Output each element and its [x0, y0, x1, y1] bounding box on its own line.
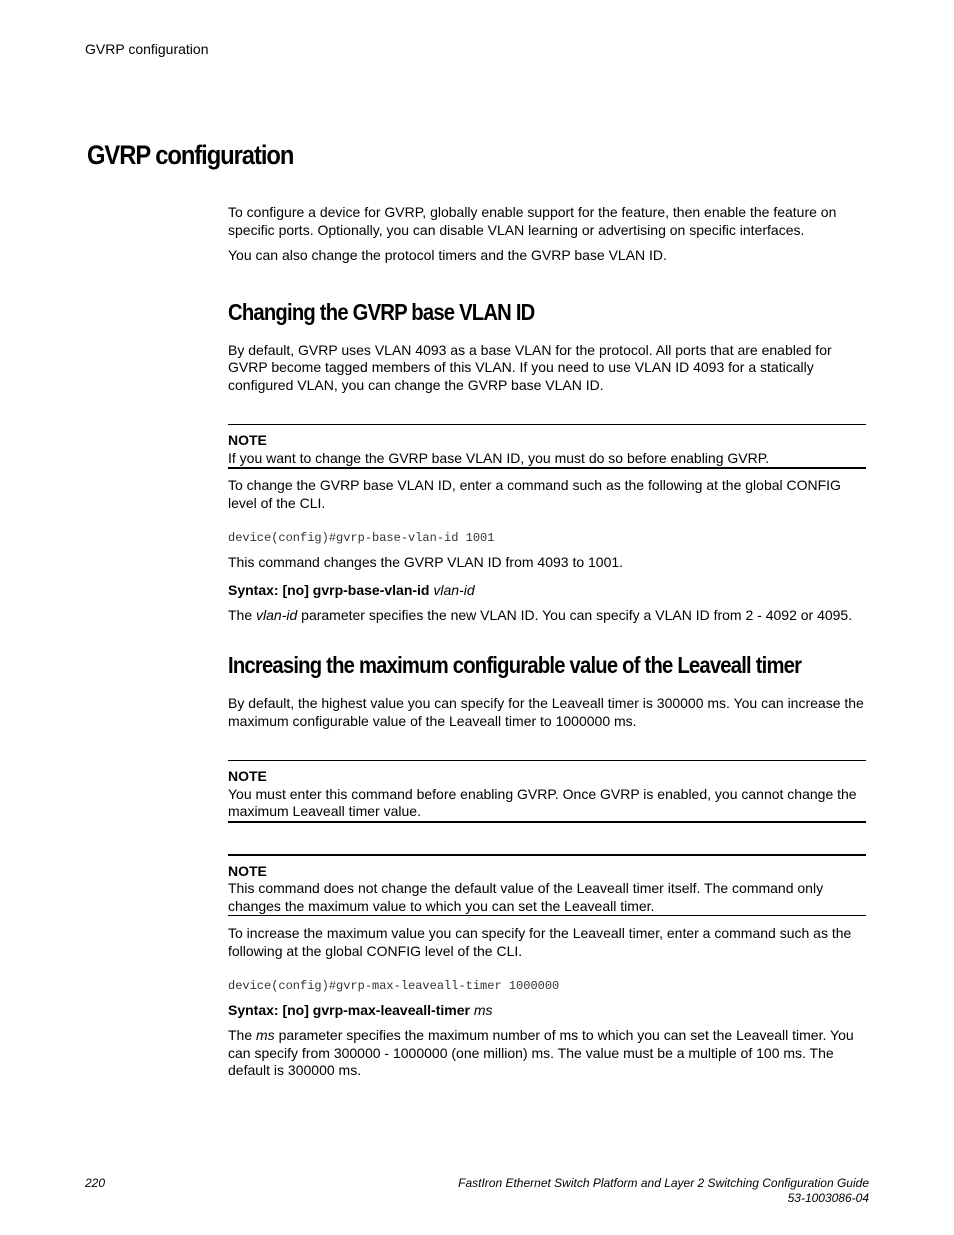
note-box-base-vlan — [228, 424, 866, 469]
note-title: NOTE — [228, 432, 267, 448]
section1-paragraph-3: This command changes the GVRP VLAN ID from 4093 to 1001. — [228, 554, 624, 570]
code-example-leaveall: device(config)#gvrp-max-leaveall-timer 1000000 — [228, 979, 560, 993]
param-name: vlan-id — [256, 606, 298, 623]
document-number: 53-1003086-04 — [787, 1191, 869, 1205]
code-example-base-vlan: device(config)#gvrp-base-vlan-id 1001 — [228, 531, 495, 545]
note-text: If you want to change the GVRP base VLAN ID, you must do so before enabling GVRP. — [228, 449, 770, 466]
note-title: NOTE — [228, 862, 267, 879]
syntax-parameter: ms — [473, 1002, 493, 1018]
param-name: ms — [256, 1027, 275, 1043]
note-text: This command does not change the default value of the Leaveall timer itself. The command only changes the maximum value to which you can set the Leaveall timer. — [228, 880, 824, 914]
running-header: GVRP configuration — [85, 41, 209, 57]
section2-paragraph-1: By default, the highest value you can specify for the Leaveall timer is 300000 ms. You can increase the maximum configurable value of the Leaveall timer to 1000000 ms. — [228, 695, 864, 729]
section2-paragraph-2: To increase the maximum value you can specify for the Leaveall timer, enter a command such as the following at the global CONFIG level of the CLI. — [228, 925, 852, 959]
param-post: parameter specifies the maximum number of ms to which you can set the Leaveall timer. You can specify from 300000 - 1000000 (one million) ms. The value must be a multiple of 100 ms. The default is 300000 ms. — [228, 1027, 854, 1078]
note-box-leaveall-2 — [228, 854, 866, 917]
page-number: 220 — [85, 1176, 106, 1190]
section1-paragraph-2: To change the GVRP base VLAN ID, enter a command such as the following at the global CONFIG level of the CLI. — [228, 477, 841, 511]
footer-document-info — [458, 1176, 869, 1206]
syntax-command: Syntax: [no] gvrp-base-vlan-id — [228, 581, 430, 598]
section1-paragraph-1: By default, GVRP uses VLAN 4093 as a base VLAN for the protocol. All ports that are enabled for GVRP become tagged members of this VLAN. If you need to use VLAN ID 4093 for a statically configured VLAN, you can change the GVRP base VLAN ID. — [228, 341, 832, 393]
note-box-leaveall-1 — [228, 760, 866, 823]
parameter-description-leaveall — [228, 1027, 866, 1080]
intro-paragraph-2: You can also change the protocol timers and the GVRP base VLAN ID. — [228, 247, 667, 263]
guide-title: FastIron Ethernet Switch Platform and Layer 2 Switching Configuration Guide — [458, 1176, 869, 1190]
param-pre: The — [228, 1027, 253, 1043]
param-post: parameter specifies the new VLAN ID. You can specify a VLAN ID from 2 - 4092 or 4095. — [301, 606, 853, 623]
intro-paragraph-1: To configure a device for GVRP, globally enable support for the feature, then enable the feature on specific ports. Optionally, you can disable VLAN learning or advertising on specific interfaces. — [228, 204, 837, 238]
param-pre: The — [228, 606, 253, 623]
main-content — [228, 204, 866, 1088]
section-heading-base-vlan: Changing the GVRP base VLAN ID — [228, 298, 535, 325]
page-title: GVRP configuration — [87, 140, 294, 170]
syntax-parameter: vlan-id — [433, 581, 475, 598]
parameter-description-base-vlan — [228, 607, 866, 625]
note-title: NOTE — [228, 768, 267, 784]
note-text: You must enter this command before enabling GVRP. Once GVRP is enabled, you cannot change the maximum Leaveall timer value. — [228, 785, 857, 819]
section-heading-leaveall: Increasing the maximum configurable value of the Leaveall timer — [228, 652, 802, 678]
syntax-command: Syntax: [no] gvrp-max-leaveall-timer — [228, 1002, 470, 1018]
syntax-line-leaveall — [228, 1002, 866, 1018]
syntax-line-base-vlan — [228, 582, 866, 598]
